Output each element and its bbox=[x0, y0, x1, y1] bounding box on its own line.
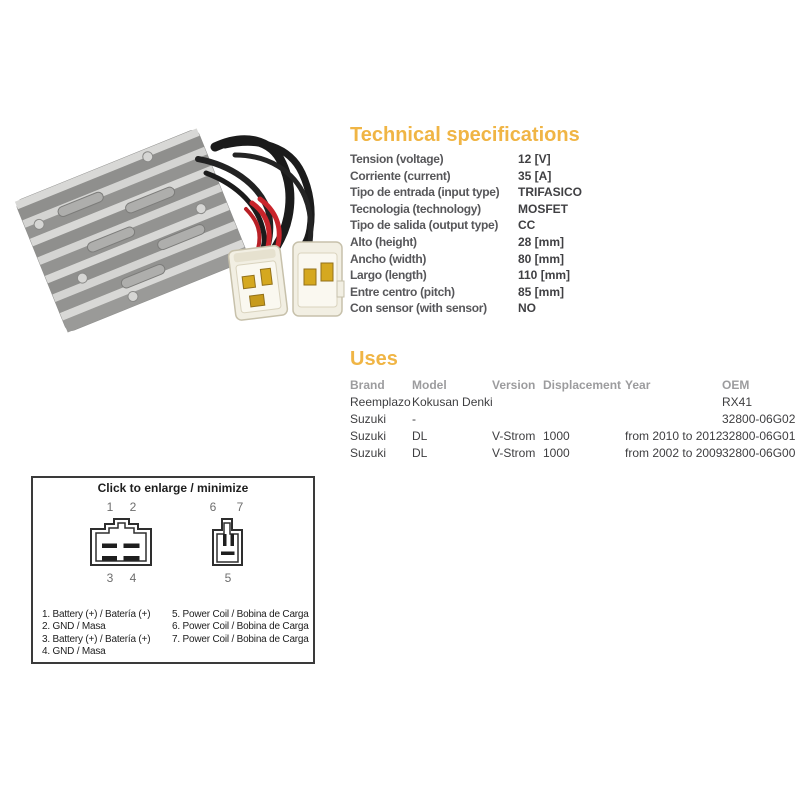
brass-pin bbox=[242, 275, 255, 288]
spec-value: TRIFASICO bbox=[518, 185, 583, 200]
spec-label: Corriente (current) bbox=[350, 168, 451, 183]
cell-brand: Suzuki bbox=[350, 412, 387, 426]
uses-row bbox=[350, 394, 800, 411]
spec-row bbox=[350, 168, 792, 185]
spec-row bbox=[350, 217, 792, 234]
cell-version: V-Strom bbox=[492, 429, 536, 443]
spec-label: Tipo de entrada (input type) bbox=[350, 185, 500, 200]
spec-row bbox=[350, 151, 792, 168]
spec-value: 80 [mm] bbox=[518, 251, 565, 266]
pin-number-6: 6 bbox=[209, 500, 217, 514]
legend-item: 3. Battery (+) / Batería (+) bbox=[42, 633, 151, 645]
cell-version bbox=[492, 411, 543, 428]
connector-b-outline bbox=[213, 519, 242, 565]
spec-value: 35 [A] bbox=[518, 168, 552, 183]
legend-column-left bbox=[42, 609, 150, 658]
uses-header-row bbox=[350, 377, 800, 394]
col-header-oem: OEM bbox=[722, 378, 750, 392]
brass-pin bbox=[260, 268, 272, 285]
pin-number-3: 3 bbox=[106, 571, 114, 585]
brass-pin bbox=[304, 269, 316, 285]
connector-a-outline bbox=[91, 519, 151, 565]
connector-plug-left bbox=[228, 245, 288, 321]
cell-oem: RX41 bbox=[722, 395, 753, 409]
connector-a-pins bbox=[102, 544, 140, 561]
col-header-displacement: Displacement bbox=[543, 378, 622, 392]
spec-value: CC bbox=[518, 218, 536, 233]
legend-item: 1. Battery (+) / Batería (+) bbox=[42, 609, 151, 620]
cell-oem: 32800-06G01 bbox=[722, 429, 796, 443]
cell-year: from 2010 to 2012 bbox=[625, 429, 723, 443]
diagram-title: Click to enlarge / minimize bbox=[97, 481, 249, 495]
spec-row bbox=[350, 201, 792, 218]
col-header-year: Year bbox=[625, 378, 651, 392]
enlarge-minimize-panel[interactable] bbox=[31, 476, 315, 664]
tech-specs-table bbox=[350, 151, 792, 317]
spec-label: Tension (voltage) bbox=[350, 152, 444, 166]
spec-label: Con sensor (with sensor) bbox=[350, 301, 487, 316]
pin-number-7: 7 bbox=[236, 500, 244, 514]
cell-model: - bbox=[412, 412, 416, 426]
spec-label: Ancho (width) bbox=[350, 251, 427, 266]
pin-number-1: 1 bbox=[106, 500, 114, 514]
col-header-brand: Brand bbox=[350, 378, 385, 392]
spec-row bbox=[350, 300, 792, 317]
spec-value: NO bbox=[518, 301, 536, 316]
col-header-version: Version bbox=[492, 378, 536, 392]
cell-year: from 2002 to 2009 bbox=[625, 446, 723, 460]
brass-pin bbox=[321, 263, 333, 281]
tech-specs-title: Technical specifications bbox=[350, 124, 580, 146]
cell-displacement bbox=[543, 411, 625, 428]
cell-displacement: 1000 bbox=[543, 429, 570, 443]
cell-model: DL bbox=[412, 429, 428, 443]
spec-row bbox=[350, 267, 792, 284]
spec-label: Tecnologia (technology) bbox=[350, 201, 481, 216]
product-photo bbox=[10, 85, 345, 345]
uses-table bbox=[350, 377, 800, 462]
legend-item: 2. GND / Masa bbox=[42, 621, 106, 633]
cell-version bbox=[492, 394, 543, 411]
pin-number-2: 2 bbox=[129, 500, 137, 514]
cell-brand: Reemplazo bbox=[350, 395, 411, 409]
spec-row bbox=[350, 234, 792, 251]
col-header-model: Model bbox=[412, 378, 447, 392]
legend-column-right bbox=[172, 609, 309, 646]
heatsink bbox=[15, 128, 250, 332]
cell-version: V-Strom bbox=[492, 446, 536, 460]
cell-oem: 32800-06G00 bbox=[722, 446, 796, 460]
cell-oem: 32800-06G02 bbox=[722, 412, 796, 426]
cell-model: DL bbox=[412, 446, 428, 460]
cell-year bbox=[625, 394, 722, 411]
spec-label: Largo (length) bbox=[350, 268, 427, 283]
uses-row bbox=[350, 428, 800, 445]
cell-brand: Suzuki bbox=[350, 446, 387, 460]
spec-value: 110 [mm] bbox=[518, 268, 571, 283]
connector-b-pins bbox=[221, 534, 235, 555]
pin-number-4: 4 bbox=[129, 571, 137, 585]
uses-row bbox=[350, 445, 800, 462]
spec-row bbox=[350, 284, 792, 301]
legend-item: 4. GND / Masa bbox=[42, 645, 106, 657]
cell-displacement: 1000 bbox=[543, 446, 570, 460]
uses-title: Uses bbox=[350, 348, 398, 370]
cell-displacement bbox=[543, 394, 625, 411]
legend-item: 7. Power Coil / Bobina de Carga bbox=[172, 633, 309, 645]
legend-item: 6. Power Coil / Bobina de Carga bbox=[172, 621, 309, 633]
spec-label: Alto (height) bbox=[350, 234, 417, 249]
cell-brand: Suzuki bbox=[350, 429, 387, 443]
legend-item: 5. Power Coil / Bobina de Carga bbox=[172, 609, 309, 620]
spec-value: MOSFET bbox=[518, 201, 568, 216]
spec-value: 28 [mm] bbox=[518, 234, 565, 249]
spec-value: 12 [V] bbox=[518, 152, 551, 166]
pin-number-5: 5 bbox=[224, 571, 232, 585]
spec-row bbox=[350, 184, 792, 201]
spec-label: Entre centro (pitch) bbox=[350, 284, 455, 299]
spec-value: 85 [mm] bbox=[518, 284, 565, 299]
spec-label: Tipo de salida (output type) bbox=[350, 218, 499, 233]
spec-row bbox=[350, 251, 792, 268]
cell-model: Kokusan Denki bbox=[412, 395, 493, 409]
uses-row bbox=[350, 411, 800, 428]
brass-pin bbox=[250, 294, 265, 307]
connector-plug-right bbox=[293, 242, 344, 316]
cell-year bbox=[625, 411, 722, 428]
